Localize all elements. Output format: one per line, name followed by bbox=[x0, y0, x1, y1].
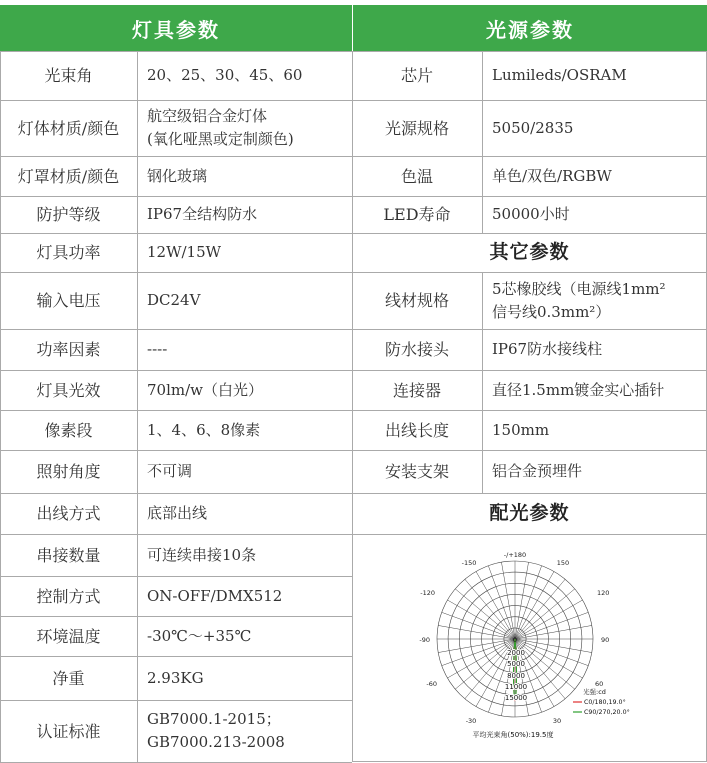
grid-line bbox=[482, 272, 483, 493]
grid-line bbox=[0, 370, 352, 371]
center-zero-label: 0 bbox=[512, 636, 518, 644]
grid-line bbox=[0, 51, 1, 762]
spec-label: 线材规格 bbox=[384, 291, 449, 310]
spec-value bbox=[482, 329, 707, 370]
grid-line bbox=[0, 576, 352, 577]
grid-line bbox=[0, 656, 352, 657]
spec-value-line: 150mm bbox=[492, 420, 550, 439]
angle-label: -150 bbox=[461, 559, 477, 567]
angle-label: -120 bbox=[420, 589, 435, 597]
spec-value-line: -30℃～+35℃ bbox=[147, 626, 252, 645]
grid-line bbox=[0, 272, 352, 273]
spec-value-line: (氧化哑黑或定制颜色) bbox=[147, 130, 294, 148]
grid-line bbox=[352, 51, 353, 762]
grid-line bbox=[0, 616, 352, 617]
grid-line bbox=[0, 534, 352, 535]
header-source-params: 光源参数 bbox=[353, 5, 707, 51]
grid-line bbox=[0, 51, 352, 52]
spec-label: 防护等级 bbox=[36, 205, 101, 224]
angle-label: -30 bbox=[465, 717, 477, 725]
grid-line bbox=[0, 233, 352, 234]
subheader-other-params: 其它参数 bbox=[489, 241, 570, 263]
radial-value-label: 11000 bbox=[504, 683, 528, 691]
spec-value bbox=[137, 272, 352, 329]
spec-label: 安装支架 bbox=[384, 462, 449, 481]
radial-value-label: 8000 bbox=[507, 672, 525, 680]
angle-label: 150 bbox=[556, 559, 570, 567]
spec-label: 光束角 bbox=[44, 66, 93, 85]
spec-value-line: 钢化玻璃 bbox=[147, 166, 208, 185]
radial-value-label: 2000 bbox=[507, 649, 525, 657]
spec-value-line: 20、25、30、45、60 bbox=[147, 66, 303, 84]
spec-value bbox=[137, 534, 352, 576]
spec-value-line: 2.93KG bbox=[147, 668, 204, 687]
spec-label: 灯罩材质/颜色 bbox=[17, 166, 120, 186]
spec-label: 照射角度 bbox=[36, 462, 101, 481]
spec-label: 灯具光效 bbox=[36, 380, 101, 400]
spec-value-line: DC24V bbox=[147, 291, 201, 309]
grid-line bbox=[352, 272, 707, 273]
spec-value-line: 12W/15W bbox=[147, 243, 222, 261]
spec-value bbox=[137, 156, 352, 196]
grid-line bbox=[0, 156, 352, 157]
grid-line bbox=[352, 370, 707, 371]
grid-line bbox=[352, 100, 707, 101]
spec-value-line: 不可调 bbox=[147, 462, 193, 480]
angle-label: 60 bbox=[595, 680, 604, 688]
spec-value bbox=[137, 370, 352, 410]
header-lamp-params: 灯具参数 bbox=[0, 5, 352, 51]
spec-value-line: 70lm/w（白光） bbox=[147, 380, 264, 399]
spec-value bbox=[482, 156, 707, 196]
spec-label: 像素段 bbox=[44, 420, 93, 440]
grid-line bbox=[0, 329, 352, 330]
spec-label: 控制方式 bbox=[36, 586, 101, 606]
grid-line bbox=[0, 100, 352, 101]
spec-value-line: IP67防水接线柱 bbox=[492, 340, 603, 358]
spec-value bbox=[137, 51, 352, 100]
radial-value-label: 15000 bbox=[504, 694, 528, 702]
spec-value bbox=[482, 410, 707, 450]
grid-line bbox=[0, 196, 352, 197]
spec-value-line: 直径1.5mm镀金实心插针 bbox=[492, 380, 665, 399]
spec-label: 光源规格 bbox=[384, 118, 449, 138]
spec-value-line: 航空级铝合金灯体 bbox=[147, 107, 268, 125]
spec-value-line: ON-OFF/DMX512 bbox=[147, 586, 283, 605]
spec-label: 防水接头 bbox=[384, 340, 449, 359]
grid-line bbox=[352, 156, 707, 157]
grid-line bbox=[0, 410, 352, 411]
spec-value bbox=[137, 329, 352, 370]
spec-value-line: 5050/2835 bbox=[492, 118, 574, 137]
grid-line bbox=[482, 51, 483, 233]
spec-value-line: IP67全结构防水 bbox=[147, 205, 258, 223]
spec-value bbox=[137, 450, 352, 493]
spec-value-line: 5芯橡胶线（电源线1mm² bbox=[492, 279, 666, 298]
spec-label: 色温 bbox=[400, 166, 433, 186]
legend-c90: C90/270,20.0° bbox=[584, 709, 630, 716]
radial-value-label: 5000 bbox=[507, 660, 525, 668]
grid-line bbox=[352, 534, 707, 535]
grid-line bbox=[352, 450, 707, 451]
spec-label: 环境温度 bbox=[36, 626, 101, 646]
grid-line bbox=[0, 493, 352, 494]
spec-value bbox=[137, 576, 352, 616]
spec-label: LED寿命 bbox=[383, 205, 451, 224]
grid-line bbox=[352, 493, 707, 494]
grid-line bbox=[352, 410, 707, 411]
spec-value-line: 信号线0.3mm²） bbox=[492, 302, 611, 321]
spec-label: 出线长度 bbox=[384, 420, 449, 440]
spec-value bbox=[137, 233, 352, 272]
spec-value bbox=[137, 410, 352, 450]
spec-label: 灯具功率 bbox=[36, 243, 101, 262]
grid-line bbox=[352, 196, 707, 197]
spec-value-line: ---- bbox=[147, 340, 168, 358]
spec-value bbox=[137, 196, 352, 233]
spec-value-line: GB7000.213-2008 bbox=[147, 733, 285, 751]
spec-value-line: 可连续串接10条 bbox=[147, 545, 257, 564]
legend-c0: C0/180,19.0° bbox=[584, 699, 626, 706]
spec-label: 芯片 bbox=[400, 66, 433, 85]
spec-value-line: 1、4、6、8像素 bbox=[147, 420, 261, 439]
angle-label: 120 bbox=[597, 589, 610, 597]
spec-label: 输入电压 bbox=[36, 291, 101, 310]
spec-value-line: Lumileds/OSRAM bbox=[492, 66, 627, 84]
grid-line bbox=[352, 329, 707, 330]
beam-angle-caption: 平均光束角(50%):19.5度 bbox=[472, 731, 554, 739]
spec-value bbox=[137, 700, 352, 762]
spec-label: 功率因素 bbox=[36, 340, 101, 359]
spec-label: 认证标准 bbox=[36, 721, 101, 741]
spec-label: 净重 bbox=[52, 668, 85, 688]
legend-title: 光强:cd bbox=[583, 688, 606, 696]
spec-value bbox=[482, 196, 707, 233]
spec-value-line: 铝合金预埋件 bbox=[492, 462, 583, 480]
grid-line bbox=[352, 233, 707, 234]
grid-line bbox=[137, 51, 138, 762]
spec-label: 灯体材质/颜色 bbox=[17, 118, 120, 138]
spec-label: 出线方式 bbox=[36, 504, 101, 523]
spec-value-line: 50000小时 bbox=[492, 205, 570, 223]
spec-value bbox=[482, 100, 707, 156]
spec-value-line: 底部出线 bbox=[147, 504, 208, 522]
spec-value-line: GB7000.1-2015； bbox=[147, 710, 281, 728]
angle-label: 90 bbox=[601, 636, 610, 644]
spec-label: 串接数量 bbox=[36, 545, 101, 565]
spec-value bbox=[482, 370, 707, 410]
grid-line bbox=[0, 700, 352, 701]
spec-value bbox=[137, 656, 352, 700]
spec-value bbox=[137, 616, 352, 656]
light-distribution-chart bbox=[415, 544, 650, 756]
angle-label: 30 bbox=[552, 717, 562, 725]
angle-label-top: -/+180 bbox=[503, 551, 527, 559]
angle-label: -90 bbox=[419, 636, 430, 644]
spec-value-line: 单色/双色/RGBW bbox=[492, 166, 612, 185]
subheader-light-distribution: 配光参数 bbox=[489, 502, 570, 524]
spec-label: 连接器 bbox=[392, 380, 441, 400]
grid-line bbox=[352, 51, 707, 52]
spec-value bbox=[137, 100, 352, 156]
spec-value bbox=[482, 272, 707, 329]
spec-value bbox=[137, 493, 352, 534]
spec-value bbox=[482, 51, 707, 100]
grid-line bbox=[0, 450, 352, 451]
angle-label: -60 bbox=[426, 680, 437, 688]
spec-value bbox=[482, 450, 707, 493]
